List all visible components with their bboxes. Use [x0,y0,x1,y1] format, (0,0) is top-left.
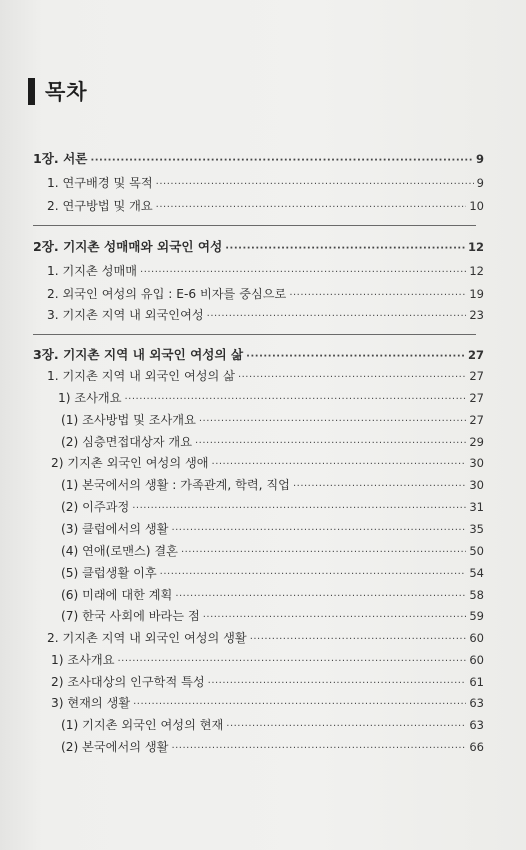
dot-leader [171,523,466,539]
dot-leader [246,349,465,365]
toc-entry-label: 2) 기지촌 외국인 여성의 생애 [51,456,209,470]
dot-leader [289,288,466,304]
toc-entry-page: 27 [469,391,484,405]
toc-entry [61,412,484,430]
toc-entry [47,630,484,648]
toc-entry [47,198,484,216]
toc-entry [47,263,484,281]
page-title: 목차 [45,80,88,104]
toc-entry [47,286,484,304]
toc-entry [51,455,484,473]
toc-entry-label: 1) 조사개요 [51,653,115,667]
dot-leader [238,370,466,386]
dot-leader [208,676,467,692]
toc-entry [61,717,484,735]
toc-entry-label: (7) 한국 사회에 바라는 점 [61,609,200,623]
toc-entry [47,368,484,386]
toc-entry-label: (2) 심층면접대상자 개요 [61,435,192,449]
toc-entry-page: 54 [469,566,484,580]
toc-entry-label: (1) 본국에서의 생활 : 가족관계, 학력, 직업 [61,478,290,492]
dot-leader [250,632,467,648]
dot-leader [160,567,467,583]
toc-entry-page: 30 [469,456,484,470]
dot-leader [225,241,465,257]
toc-entry-label: (1) 조사방법 및 조사개요 [61,413,196,427]
toc-entry-label: (1) 기지촌 외국인 여성의 현재 [61,718,224,732]
toc-entry-page: 30 [469,478,484,492]
toc-entry-chapter-2 [33,239,484,257]
toc-entry [61,477,484,495]
toc-entry-label: 3. 기지촌 지역 내 외국인여성 [47,308,204,322]
toc-entry-label: 3) 현재의 생활 [51,696,131,710]
toc-entry-page: 27 [469,413,484,427]
toc-entry [61,739,484,757]
dot-leader [293,479,466,495]
toc-entry-label: (2) 이주과정 [61,500,130,514]
toc-entry-label: (3) 클럽에서의 생활 [61,522,169,536]
toc-entry-page: 58 [469,588,484,602]
section-divider [33,225,476,226]
toc-entry-page: 23 [469,308,484,322]
toc-entry-page: 35 [469,522,484,536]
dot-leader [132,501,466,517]
toc-entry-page: 12 [467,240,484,254]
dot-leader [212,457,467,473]
toc-entry-page: 60 [469,631,484,645]
dot-leader [203,610,467,626]
toc-entry-page: 50 [469,544,484,558]
toc-entry [61,499,484,517]
dot-leader [90,153,473,169]
toc-entry-label: 2. 연구방법 및 개요 [47,199,153,213]
toc-entry-label: 1. 기지촌 지역 내 외국인 여성의 삶 [47,369,235,383]
toc-entry [47,307,484,325]
toc-entry [61,434,484,452]
toc-entry-page: 60 [469,653,484,667]
toc-entry-label: 1. 연구배경 및 목적 [47,176,153,190]
toc-entry-page: 66 [469,740,484,754]
toc-entry-page: 9 [475,152,484,166]
toc-entry [61,587,484,605]
dot-leader [199,414,467,430]
dot-leader [156,177,474,193]
toc-entry-label: 1장. 서론 [33,151,88,166]
toc-entry-page: 27 [469,369,484,383]
toc-entry-label: (5) 클럽생활 이후 [61,566,157,580]
toc-entry-page: 19 [469,287,484,301]
toc-entry-label: 2) 조사대상의 인구학적 특성 [51,675,205,689]
toc-entry-page: 31 [469,500,484,514]
toc-entry-page: 63 [469,718,484,732]
dot-leader [156,200,467,216]
toc-entry-chapter-3 [33,347,484,365]
toc-entry-page: 29 [469,435,484,449]
toc-entry-page: 63 [469,696,484,710]
toc-entry [58,390,484,408]
toc-entry [61,543,484,561]
toc-entry [51,695,484,713]
toc-entry-page: 59 [469,609,484,623]
toc-entry-label: 3장. 기지촌 지역 내 외국인 여성의 삶 [33,347,244,362]
toc-entry-chapter-1 [33,151,484,169]
section-divider [33,334,476,335]
toc-entry-label: 2. 외국인 여성의 유입 : E-6 비자를 중심으로 [47,287,287,301]
toc-entry-page: 10 [469,199,484,213]
dot-leader [175,589,466,605]
dot-leader [195,436,466,452]
dot-leader [133,697,466,713]
toc-heading [28,76,88,106]
toc-entry [47,175,484,193]
toc-entry-label: 1. 기지촌 성매매 [47,264,138,278]
toc-entry [61,521,484,539]
toc-entry-label: 2. 기지촌 지역 내 외국인 여성의 생활 [47,631,247,645]
toc-entry-page: 61 [469,675,484,689]
heading-bar-marker [28,78,35,105]
toc-entry [61,565,484,583]
toc-entry [51,674,484,692]
dot-leader [181,545,466,561]
toc-entry-label: (4) 연애(로맨스) 결혼 [61,544,178,558]
dot-leader [117,654,466,670]
toc-entry [61,608,484,626]
dot-leader [226,719,466,735]
toc-entry-page: 9 [476,176,484,190]
toc-entry-label: (2) 본국에서의 생활 [61,740,169,754]
toc-entry-page: 27 [467,348,484,362]
toc-entry-label: (6) 미래에 대한 계획 [61,588,173,602]
toc-entry-label: 1) 조사개요 [58,391,122,405]
dot-leader [207,309,467,325]
toc-entry [51,652,484,670]
dot-leader [171,741,466,757]
toc-entry-label: 2장. 기지촌 성매매와 외국인 여성 [33,239,223,254]
dot-leader [140,265,466,281]
dot-leader [124,392,466,408]
toc-entry-page: 12 [469,264,484,278]
